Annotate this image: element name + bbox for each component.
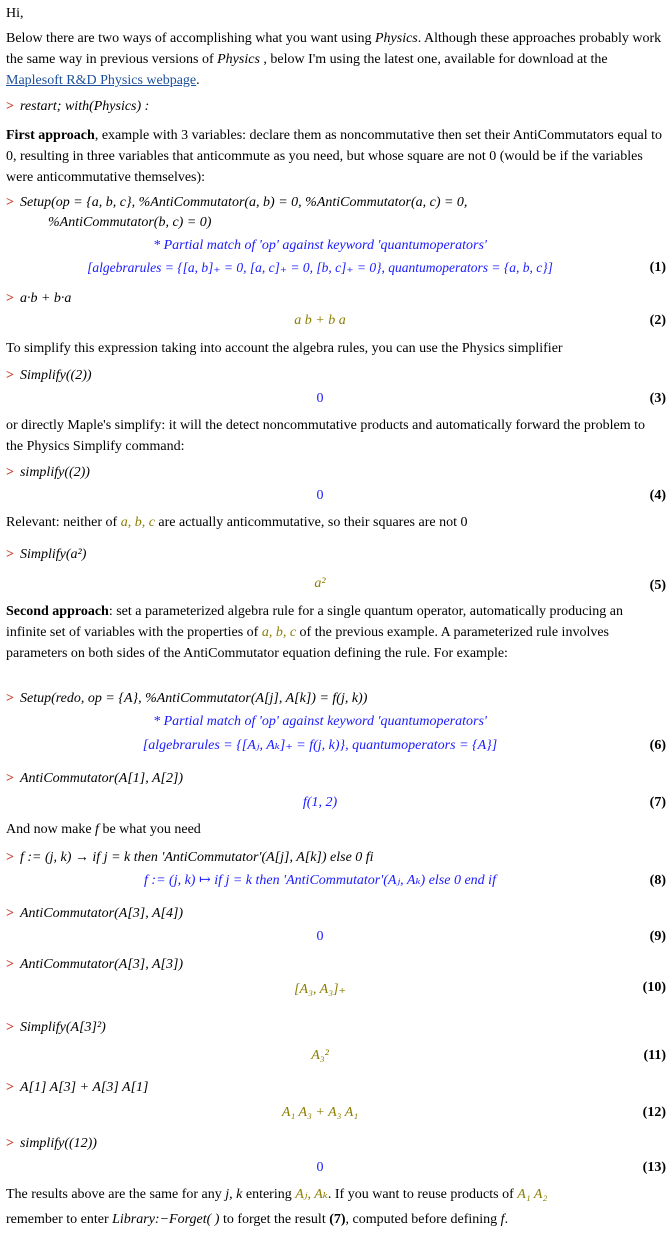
- output-9: 0: [316, 929, 324, 944]
- input-simplify-a2[interactable]: > Simplify(a²): [6, 547, 87, 562]
- partial-match-warning-1: * Partial match of 'op' against keyword 'quantumoperators': [153, 238, 487, 253]
- input-simplify-12[interactable]: > simplify((12)): [6, 1136, 97, 1151]
- equation-number-2: (2): [649, 313, 666, 328]
- first-approach-text: First approach, example with 3 variables: declare them as noncommutative then set their AntiCommutators equal to 0, resulting in three variables that anticommute as you need, but whose square are not 0 (would be if the variables were anticommutative themselves):: [6, 128, 663, 185]
- input-define-f[interactable]: > f := (j, k) → if j = k then 'AntiCommutator'(A[j], A[k]) else 0 fi: [6, 850, 374, 865]
- partial-match-warning-2: * Partial match of 'op' against keyword 'quantumoperators': [153, 714, 487, 729]
- equation-number-5: (5): [649, 578, 666, 593]
- equation-number-4: (4): [649, 488, 666, 503]
- input-simplify-a3[interactable]: > Simplify(A[3]²): [6, 1020, 106, 1035]
- second-approach-text: Second approach: set a parameterized algebra rule for a single quantum operator, automatically producing an infinite set of variables with the properties of a, b, c of the previous example. A parameterized rule involves parameters on both sides of the AntiCommutator equation defining the rule. For example:: [6, 604, 623, 661]
- input-product-sum[interactable]: > A[1] A[3] + A[3] A[1]: [6, 1080, 149, 1095]
- equation-number-11: (11): [643, 1048, 666, 1063]
- input-ab[interactable]: > a·b + b·a: [6, 291, 72, 306]
- output-12: A₁ A₃ + A₃ A₁: [281, 1105, 359, 1120]
- input-setup-2[interactable]: > Setup(redo, op = {A}, %AntiCommutator(A[j], A[k]) = f(j, k)): [6, 691, 368, 706]
- input-Simplify-2[interactable]: > Simplify((2)): [6, 368, 92, 383]
- output-5: a²: [314, 576, 326, 591]
- output-2: a b + b a: [294, 313, 346, 328]
- output-6: [algebrarules = {[Aⱼ, Aₖ]₊ = f(j, k)}, quantumoperators = {A}]: [142, 738, 498, 753]
- equation-number-1: (1): [649, 260, 666, 275]
- output-4: 0: [316, 488, 324, 503]
- equation-number-10: (10): [642, 980, 666, 995]
- equation-number-6: (6): [649, 738, 666, 753]
- output-13: 0: [316, 1160, 324, 1175]
- equation-number-12: (12): [642, 1105, 666, 1120]
- results-text-line2: remember to enter Library:−Forget( ) to forget the result (7), computed before defining f.: [6, 1212, 509, 1227]
- output-7: f(1, 2): [302, 795, 338, 810]
- intro-paragraph: Below there are two ways of accomplishing what you want using Physics. Although these approaches probably work the same way in previous versions of Physics , below I'm using the latest one, available for download at the Maplesoft R&D Physics webpage.: [6, 31, 662, 88]
- physics-webpage-link[interactable]: Maplesoft R&D Physics webpage: [6, 73, 197, 88]
- relevant-text: Relevant: neither of a, b, c are actually anticommutative, so their squares are not 0: [6, 515, 468, 530]
- input-setup-1[interactable]: > Setup(op = {a, b, c}, %AntiCommutator(a, b) = 0, %AntiCommutator(a, c) = 0,: [6, 195, 468, 210]
- input-setup-1-cont[interactable]: %AntiCommutator(b, c) = 0): [48, 215, 212, 230]
- input-anticommutator-34[interactable]: > AntiCommutator(A[3], A[4]): [6, 906, 184, 921]
- equation-number-9: (9): [649, 929, 666, 944]
- output-3: 0: [316, 391, 324, 406]
- input-restart[interactable]: > restart; with(Physics) :: [6, 99, 150, 114]
- now-make-text: And now make f be what you need: [6, 822, 201, 837]
- equation-number-8: (8): [649, 873, 666, 888]
- output-8: f := (j, k) ↦ if j = k then 'AntiCommutator'(Aⱼ, Aₖ) else 0 end if: [144, 873, 496, 888]
- output-11: A₃²: [311, 1048, 329, 1063]
- input-simplify-2[interactable]: > simplify((2)): [6, 465, 90, 480]
- results-text-line1: The results above are the same for any j, k entering Aⱼ, Aₖ. If you want to reuse products of A₁ A₂: [6, 1187, 548, 1202]
- greeting: Hi,: [6, 6, 24, 21]
- output-1: [algebrarules = {[a, b]₊ = 0, [a, c]₊ = 0, [b, c]₊ = 0}, quantumoperators = {a, b, c}]: [87, 260, 553, 275]
- equation-number-7: (7): [649, 795, 666, 810]
- equation-number-3: (3): [649, 391, 666, 406]
- simplify-intro-text: To simplify this expression taking into account the algebra rules, you can use the Physics simplifier: [6, 341, 563, 356]
- output-10: [A₃, A₃]₊: [294, 982, 346, 997]
- directly-text: or directly Maple's simplify: it will the detect noncommutative products and automatically forward the problem to the Physics Simplify command:: [6, 418, 645, 454]
- equation-number-13: (13): [642, 1160, 666, 1175]
- input-anticommutator-33[interactable]: > AntiCommutator(A[3], A[3]): [6, 957, 184, 972]
- input-anticommutator-12[interactable]: > AntiCommutator(A[1], A[2]): [6, 771, 184, 786]
